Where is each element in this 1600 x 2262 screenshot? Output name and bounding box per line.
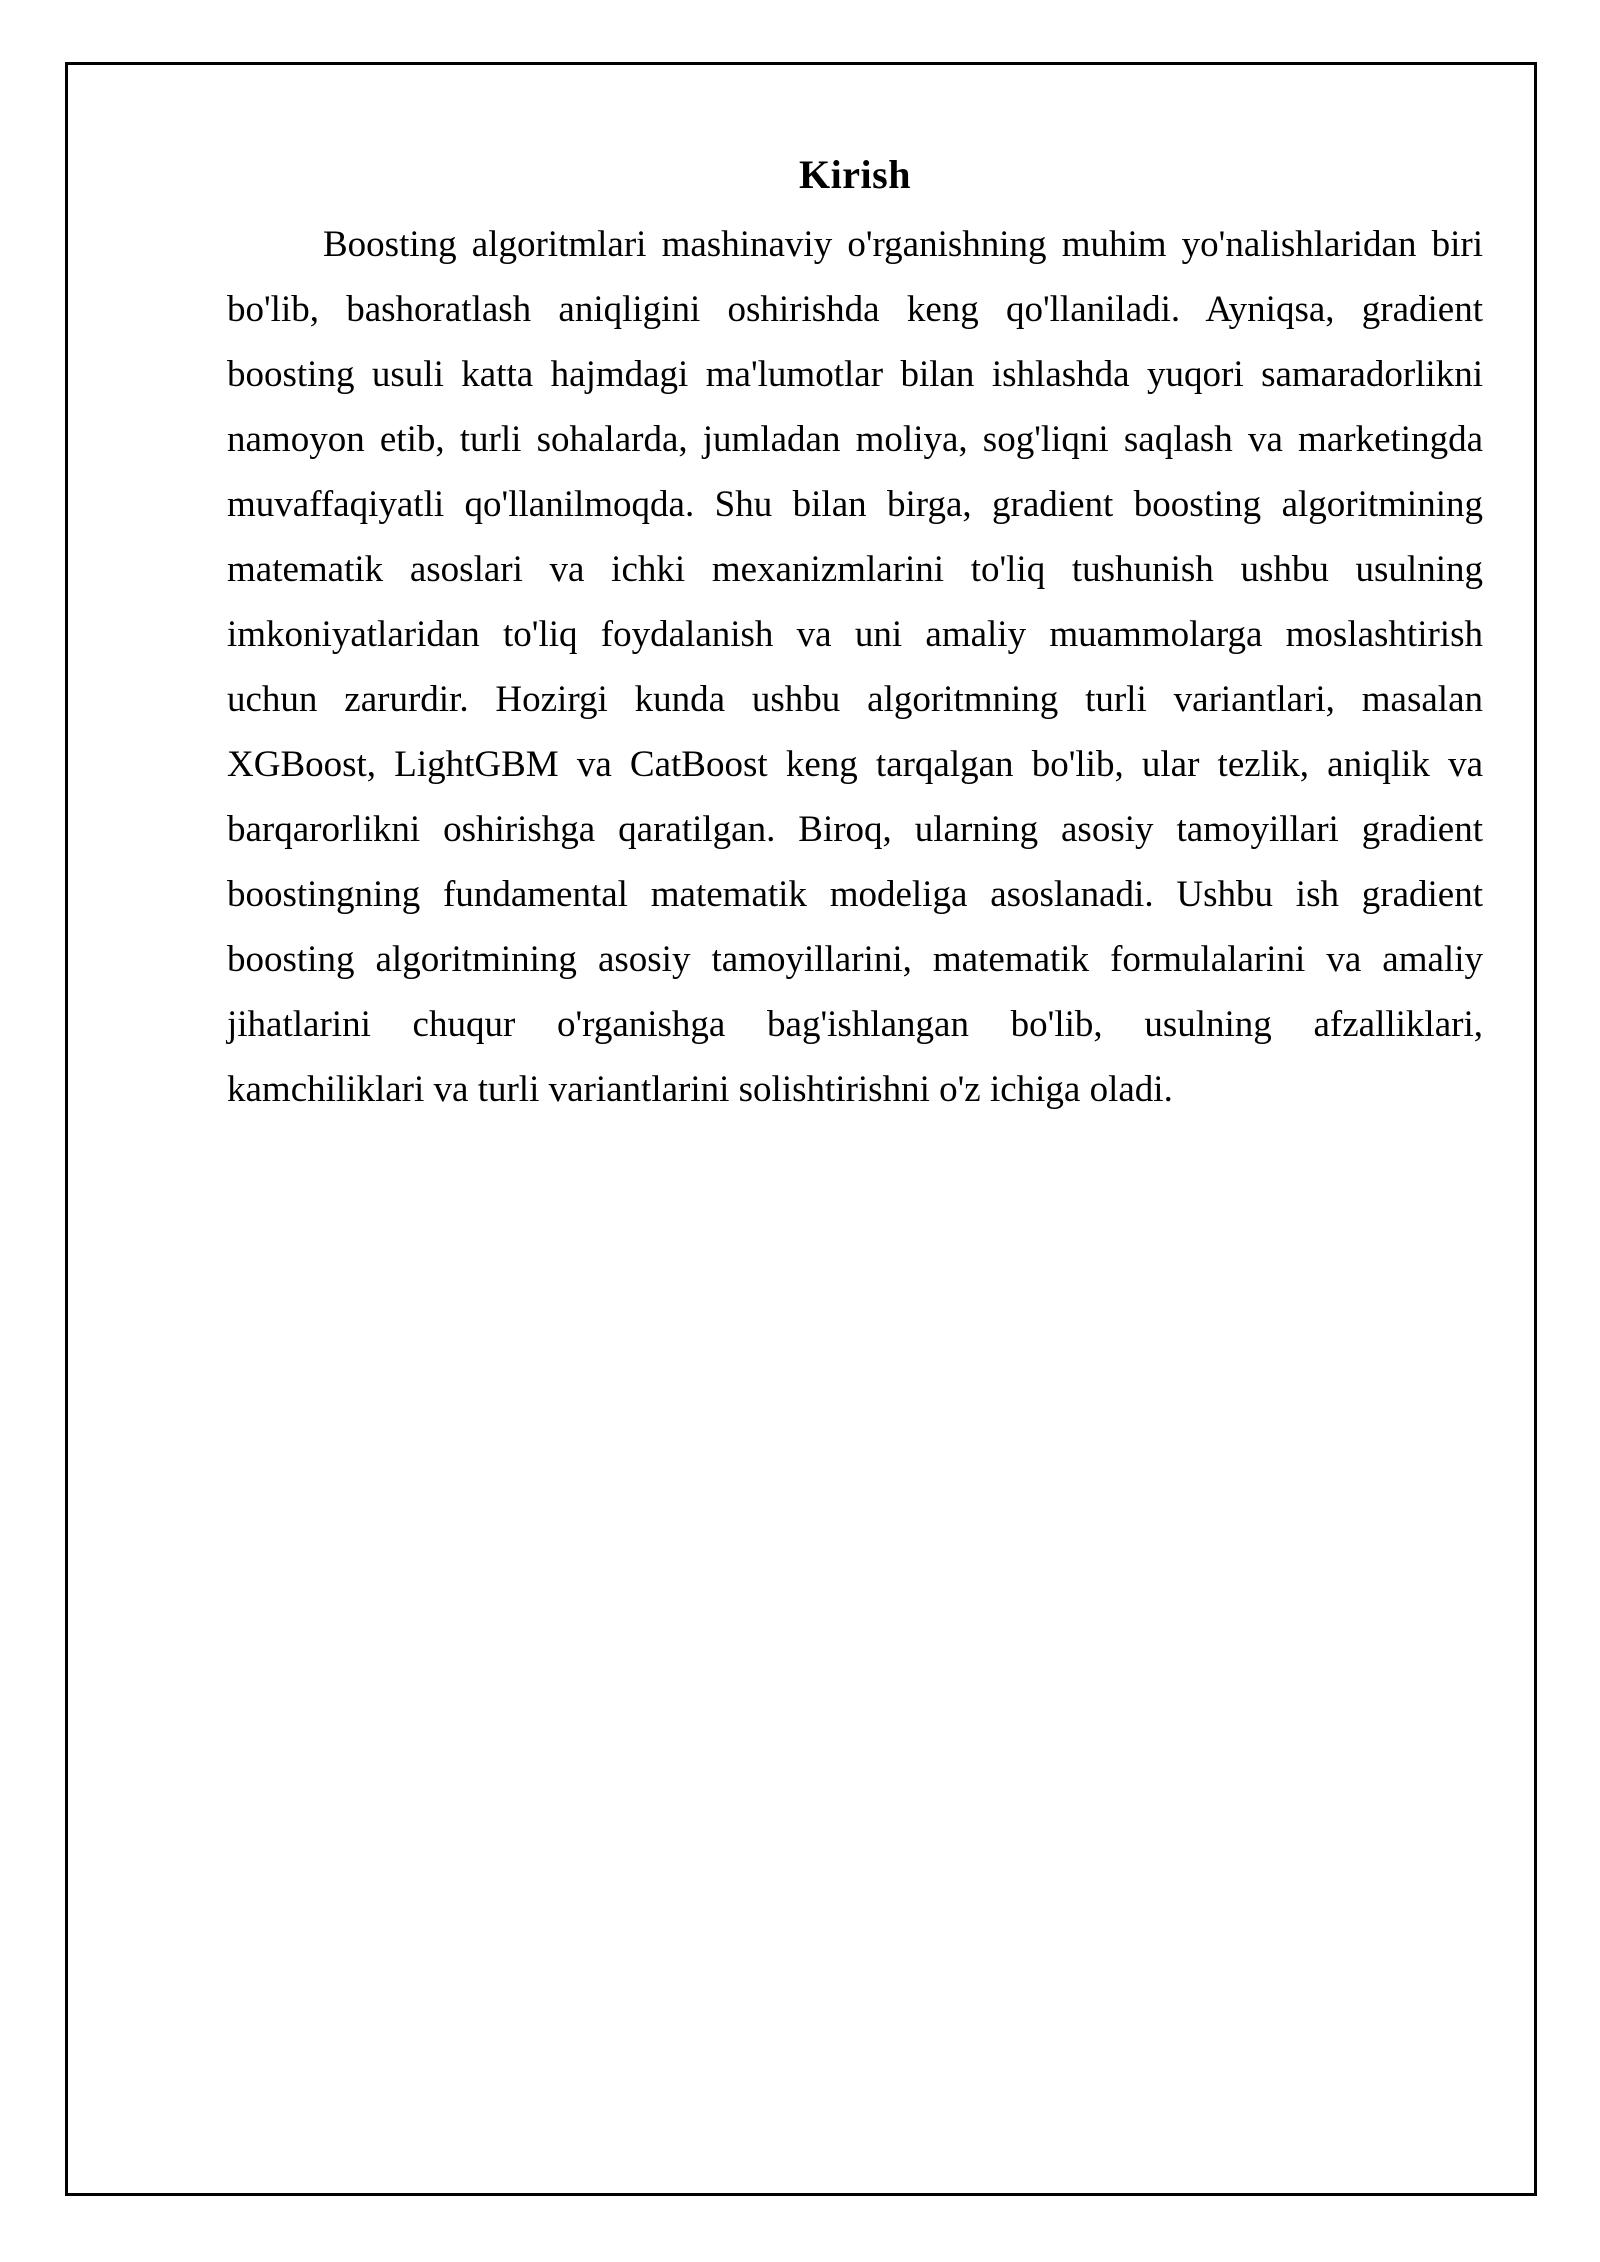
text-line: boostingning fundamental matematik modeliga asoslanadi. Ushbu ish gradient bbox=[227, 874, 1483, 915]
text-line: jihatlarini chuqur o'rganishga bag'ishlangan bo'lib, usulning afzalliklari, bbox=[227, 1004, 1483, 1045]
text-line: uchun zarurdir. Hozirgi kunda ushbu algoritmning turli variantlari, masalan bbox=[227, 679, 1483, 720]
paragraph bbox=[227, 212, 1483, 1122]
text-line: XGBoost, LightGBM va CatBoost keng tarqalgan bo'lib, ular tezlik, aniqlik va bbox=[227, 744, 1483, 785]
page-title: Kirish bbox=[799, 152, 911, 197]
text-line: barqarorlikni oshirishga qaratilgan. Biroq, ularning asosiy tamoyillari gradient bbox=[227, 809, 1483, 850]
text-line: Boosting algoritmlari mashinaviy o'rganishning muhim yo'nalishlaridan biri bbox=[323, 224, 1483, 265]
text-line: boosting algoritmining asosiy tamoyillarini, matematik formulalarini va amaliy bbox=[227, 939, 1483, 980]
text-line: namoyon etib, turli sohalarda, jumladan moliya, sog'liqni saqlash va marketingda bbox=[227, 419, 1483, 460]
text-line: kamchiliklari va turli variantlarini solishtirishni o'z ichiga oladi. bbox=[227, 1069, 1173, 1110]
text-line: muvaffaqiyatli qo'llanilmoqda. Shu bilan birga, gradient boosting algoritmining bbox=[227, 484, 1483, 525]
page-content bbox=[227, 142, 1483, 1122]
text-line: imkoniyatlaridan to'liq foydalanish va uni amaliy muammolarga moslashtirish bbox=[227, 614, 1483, 655]
text-line: boosting usuli katta hajmdagi ma'lumotlar bilan ishlashda yuqori samaradorlikni bbox=[227, 354, 1483, 395]
text-line: matematik asoslari va ichki mexanizmlarini to'liq tushunish ushbu usulning bbox=[227, 549, 1483, 590]
text-line: bo'lib, bashoratlash aniqligini oshirishda keng qo'llaniladi. Ayniqsa, gradient bbox=[227, 289, 1483, 330]
